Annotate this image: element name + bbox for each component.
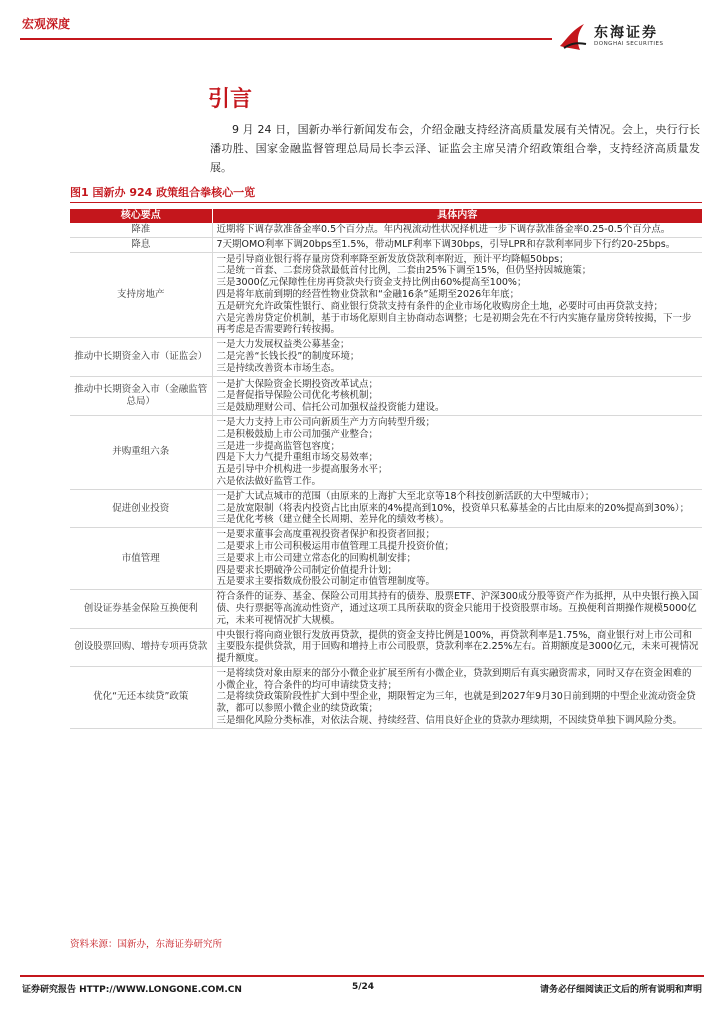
content-line: 7天期OMO利率下调20bps至1.5%，带动MLF利率下调30bps，引导LPR和存款利率同步下行约20-25bps。 <box>216 238 676 250</box>
table-row <box>70 237 702 252</box>
table-row <box>70 415 702 489</box>
row-content <box>212 252 702 338</box>
figure-title: 图1 国新办 924 政策组合拳核心一览 <box>70 186 256 199</box>
row-content <box>212 223 702 237</box>
content-line: 一是大力支持上市公司向新质生产力方向转型升级； <box>216 416 436 428</box>
header-divider <box>20 38 552 40</box>
content-line: 二是将续贷政策阶段性扩大到中型企业，期限暂定为三年，也就是到2027年9月30日前到期的中型企业流动资金贷款，都可以参照小微企业的续贷政策； <box>216 691 696 715</box>
intro-text: 9 月 24 日，国新办举行新闻发布会，介绍金融支持经济高质量发展有关情况。会上，央行行长潘功胜、国家金融监督管理总局局长李云泽、证监会主席吴清介绍政策组合拳，支持经济高质量发展。 <box>210 123 700 174</box>
report-category-label: 宏观深度 <box>22 17 71 31</box>
content-line: 六是依法做好监管工作。 <box>216 475 322 487</box>
row-content <box>212 376 702 415</box>
table-row <box>70 252 702 338</box>
row-key: 促进创业投资 <box>70 489 212 527</box>
content-line: 五是研究允许政策性银行、商业银行贷款支持有条件的企业市场化收购房企土地，必要时可由再贷款支持； <box>216 300 664 312</box>
content-line: 三是要求上市公司建立常态化的回购机制安排； <box>216 552 417 564</box>
source-note: 资料来源：国新办，东海证券研究所 <box>70 939 223 950</box>
content-line: 中央银行将向商业银行发放再贷款，提供的资金支持比例是100%，再贷款利率是1.75%，商业银行对上市公司和主要股东提供贷款，用于回购和增持上市公司股票，贷款利率在2.25%左右。首期额度是3000亿元，未来可视情况提升额度。 <box>216 629 699 665</box>
row-content <box>212 237 702 252</box>
content-line: 一是扩大保险资金长期投资改革试点； <box>216 378 379 390</box>
content-line: 五是引导中介机构进一步提高服务水平； <box>216 464 388 476</box>
content-line: 一是将续贷对象由原来的部分小微企业扩展至所有小微企业，贷款到期后有真实融资需求，同时又存在资金困难的小微企业，符合条件的均可申请续贷支持； <box>216 667 692 691</box>
row-key: 创设股票回购、增持专项再贷款 <box>70 628 212 666</box>
row-key: 市值管理 <box>70 528 212 590</box>
content-line: 一是大力发展权益类公募基金； <box>216 339 350 351</box>
logo-mark-icon <box>556 20 590 54</box>
content-line: 符合条件的证券、基金、保险公司用其持有的债券、股票ETF、沪深300成分股等资产作为抵押，从中央银行换入国债、央行票据等高流动性资产，通过这项工具所获取的资金只能用于投资股票市场。互换便利首期操作规模5000亿元，未来可视情况扩大规模。 <box>216 591 699 626</box>
content-line: 三是细化风险分类标准，对依法合规、持续经营、信用良好企业的贷款办理续期，不因续贷单独下调风险分类。 <box>216 715 683 727</box>
content-line: 一是引导商业银行将存量房贷利率降至新发放贷款利率附近，预计平均降幅50bps； <box>216 253 569 265</box>
row-content <box>212 415 702 489</box>
logo-text-en: DONGHAI SECURITIES <box>594 41 664 47</box>
table-row <box>70 628 702 666</box>
content-line: 二是积极鼓励上市公司加强产业整合； <box>216 428 379 440</box>
content-line: 三是3000亿元保障性住房再贷款央行资金支持比例由60%提高至100%； <box>216 277 527 289</box>
row-content <box>212 489 702 527</box>
content-line: 一是扩大试点城市的范围（由原来的上海扩大至北京等18个科技创新活跃的大中型城市）； <box>216 490 595 502</box>
table-body <box>70 223 702 728</box>
table-row <box>70 590 702 628</box>
table-row <box>70 666 702 728</box>
footer-divider <box>20 975 704 977</box>
table-header-content: 具体内容 <box>212 209 702 223</box>
table-header-row <box>70 209 702 223</box>
footer-website: 证券研究报告 HTTP://WWW.LONGONE.COM.CN <box>22 985 242 995</box>
content-line: 三是鼓励理财公司、信托公司加强权益投资能力建设。 <box>216 402 445 414</box>
page-number: 5/24 <box>352 982 375 992</box>
content-line: 近期将下调存款准备金率0.5个百分点。年内视流动性状况择机进一步下调存款准备金率0.25-0.5个百分点。 <box>216 224 671 235</box>
row-key: 支持房地产 <box>70 252 212 338</box>
row-content <box>212 628 702 666</box>
row-key: 降准 <box>70 223 212 237</box>
company-logo <box>556 20 706 52</box>
policy-table <box>70 209 702 729</box>
figure-title-rule <box>70 202 702 203</box>
table-row <box>70 223 702 237</box>
row-key: 推动中长期资金入市（金融监管总局） <box>70 376 212 415</box>
row-key: 创设证券基金保险互换便利 <box>70 590 212 628</box>
content-line: 四是要求长期破净公司制定价值提升计划； <box>216 564 398 576</box>
table-header-key: 核心要点 <box>70 209 212 223</box>
content-line: 四是下大力气提升重组市场交易效率； <box>216 452 379 464</box>
intro-paragraph <box>210 120 700 177</box>
row-content <box>212 528 702 590</box>
content-line: 二是完善“长钱长投”的制度环境； <box>216 350 360 362</box>
table-row <box>70 528 702 590</box>
content-line: 五是要求主要指数成份股公司制定市值管理制度等。 <box>216 576 436 588</box>
table-row <box>70 338 702 376</box>
content-line: 一是要求董事会高度重视投资者保护和投资者回报； <box>216 529 436 541</box>
content-line: 二是要求上市公司积极运用市值管理工具提升投资价值； <box>216 540 455 552</box>
content-line: 二是放宽限制（将表内投资占比由原来的4%提高到10%，投资单只私募基金的占比由原来的20%提高到30%）； <box>216 502 690 514</box>
row-key: 并购重组六条 <box>70 415 212 489</box>
table-row <box>70 376 702 415</box>
logo-text-cn: 东海证券 <box>594 25 658 41</box>
section-title: 引言 <box>208 87 253 112</box>
row-key: 降息 <box>70 237 212 252</box>
row-content <box>212 590 702 628</box>
content-line: 二是督促指导保险公司优化考核机制； <box>216 390 379 402</box>
row-content <box>212 338 702 376</box>
content-line: 三是进一步提高监管包容度； <box>216 440 341 452</box>
table-row <box>70 489 702 527</box>
content-line: 六是完善房贷定价机制，基于市场化原则自主协商动态调整；七是初期会先在不行内实施存量房贷转按揭，下一步再考虑是否需要跨行转按揭。 <box>216 312 692 336</box>
content-line: 三是持续改善资本市场生态。 <box>216 362 341 374</box>
row-key: 优化“无还本续贷”政策 <box>70 666 212 728</box>
content-line: 三是优化考核（建立健全长周期、差异化的绩效考核）。 <box>216 514 450 526</box>
content-line: 四是将年底前到期的经营性物业贷款和“金融16条”延期至2026年年底； <box>216 288 520 300</box>
content-line: 二是统一首套、二套房贷款最低首付比例，二套由25%下调至15%，但仍坚持因城施策； <box>216 265 592 277</box>
footer-disclaimer: 请务必仔细阅读正文后的所有说明和声明 <box>539 985 702 995</box>
row-content <box>212 666 702 728</box>
row-key: 推动中长期资金入市（证监会） <box>70 338 212 376</box>
